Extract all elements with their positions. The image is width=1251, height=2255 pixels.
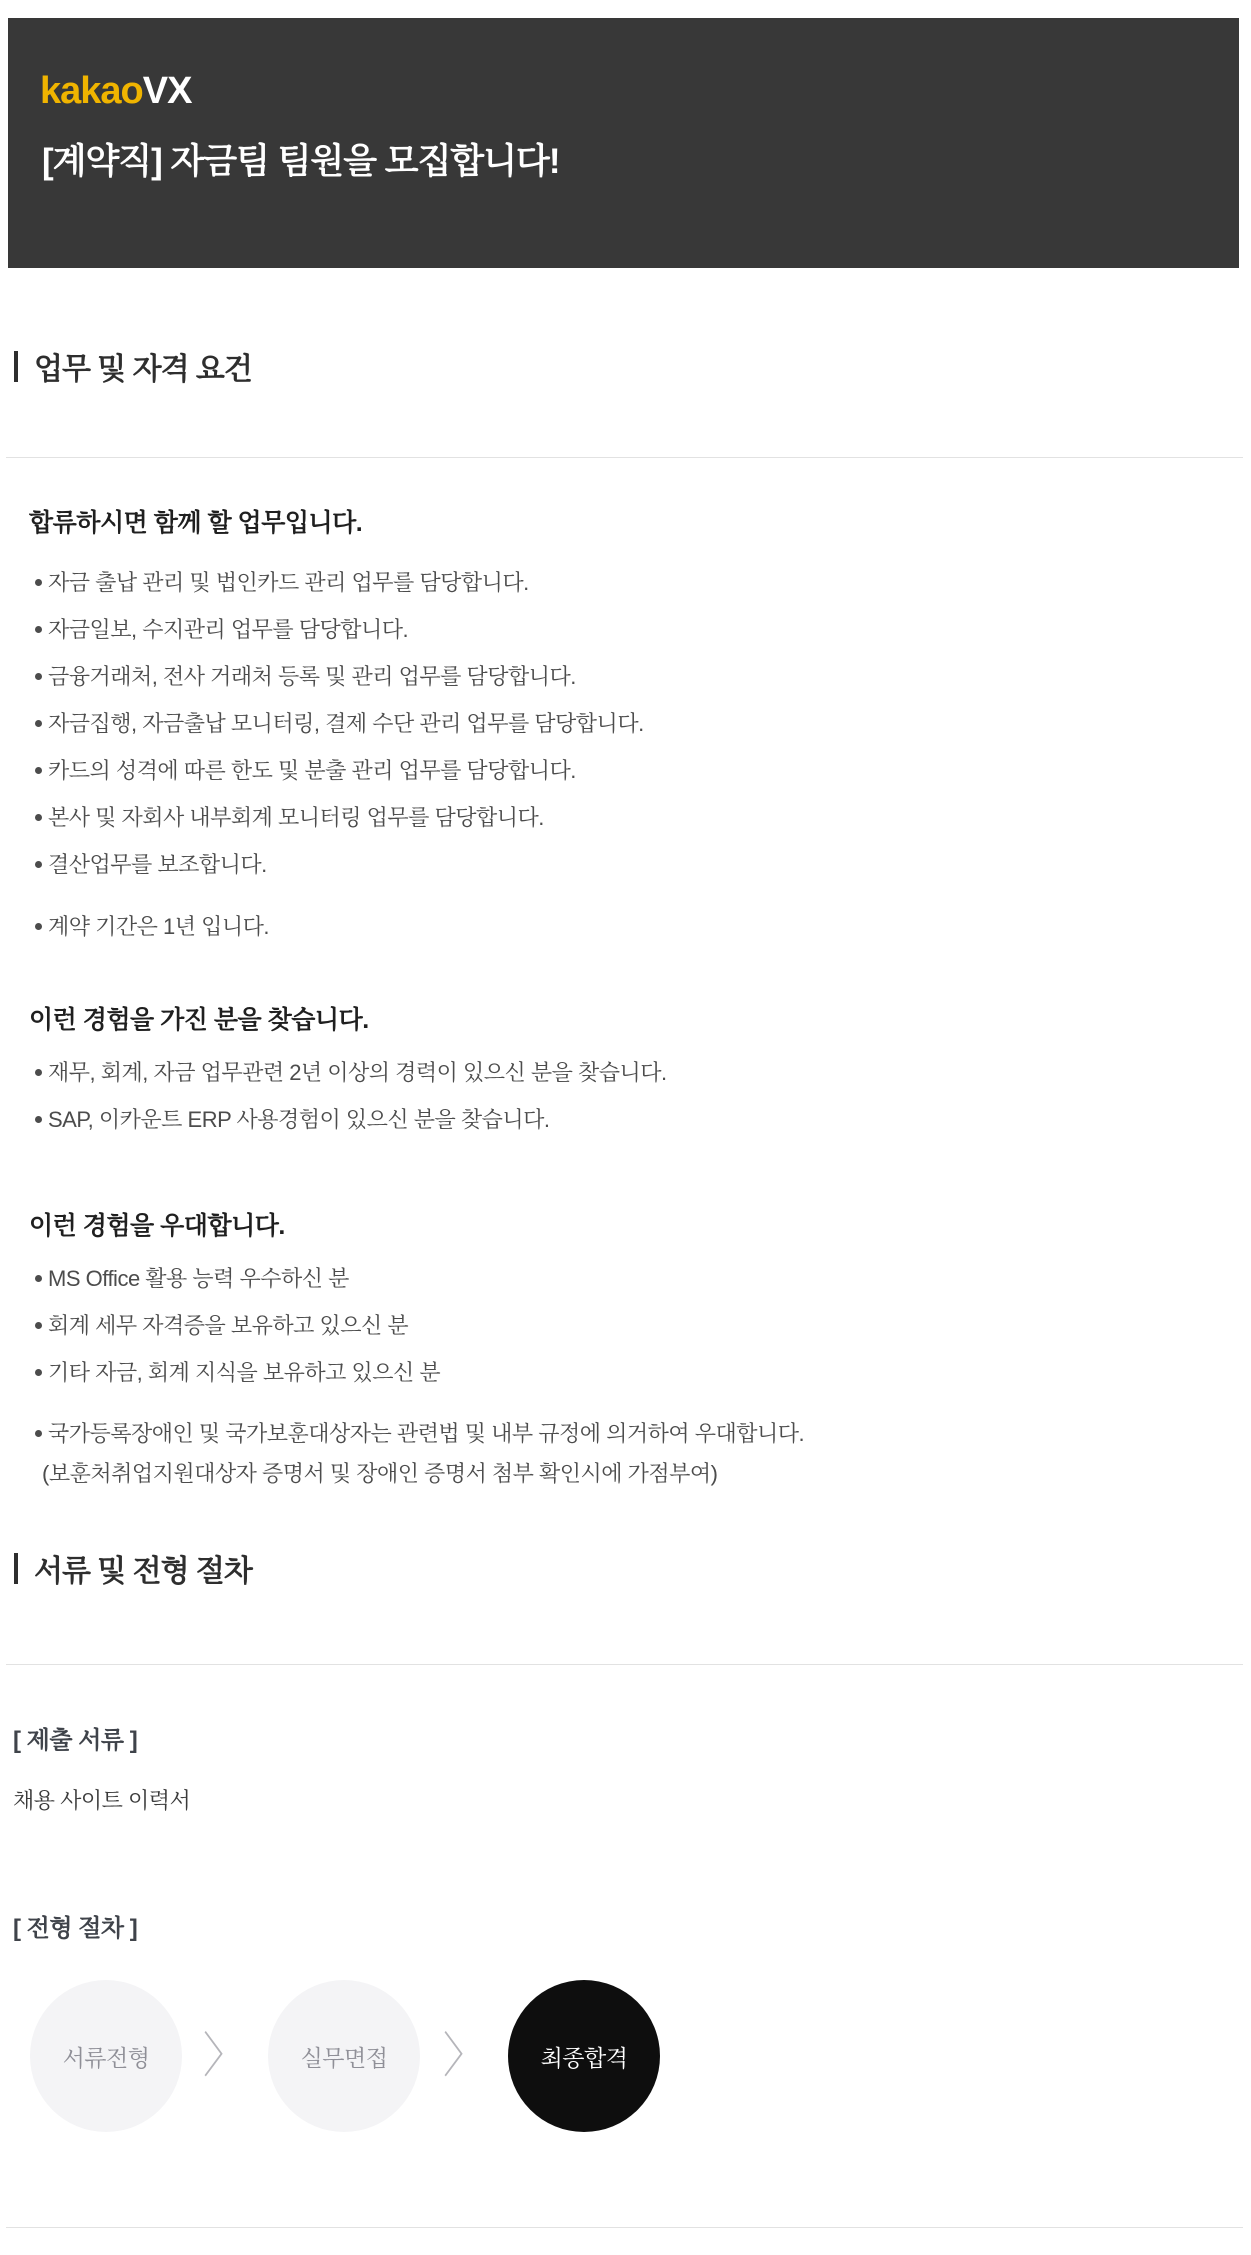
kakaovx-logo (40, 70, 191, 113)
subheading-preferred: 이런 경험을 우대합니다. (29, 1212, 285, 1240)
step-label: 서류전형 (62, 2044, 150, 2071)
procedure-label: [ 전형 절차 ] (13, 1915, 138, 1942)
preferred-list (35, 1266, 440, 1407)
section-heading-process (14, 1546, 252, 1590)
list-item: 카드의 성격에 따른 한도 및 분출 관리 업무를 담당합니다. (35, 758, 644, 783)
list-item (35, 1421, 804, 1486)
veteran-preference-list (35, 1421, 804, 1508)
preference-line-2: (보훈처취업지원대상자 증명서 및 장애인 증명서 첨부 확인시에 가점부여) (42, 1461, 718, 1486)
duties-list (35, 570, 644, 899)
list-item: MS Office 활용 능력 우수하신 분 (35, 1266, 440, 1291)
submit-documents-label: [ 제출 서류 ] (13, 1727, 138, 1754)
experience-list (35, 1060, 667, 1154)
list-item: 자금집행, 자금출납 모니터링, 결제 수단 관리 업무를 담당합니다. (35, 711, 644, 736)
subheading-duties: 합류하시면 함께 할 업무입니다. (29, 509, 363, 537)
step-label: 최종합격 (540, 2044, 628, 2071)
list-item: SAP, 이카운트 ERP 사용경험이 있으신 분을 찾습니다. (35, 1107, 667, 1132)
process-step-practical-interview (268, 1980, 420, 2132)
logo-kakao-text: kakao (40, 70, 143, 112)
heading-bar (14, 351, 18, 382)
chevron-right-icon: 〉 (203, 2028, 246, 2083)
list-item: 금융거래처, 전사 거래처 등록 및 관리 업무를 담당합니다. (35, 664, 644, 689)
process-step-document-screening (30, 1980, 182, 2132)
preference-line-1: 국가등록장애인 및 국가보훈대상자는 관련법 및 내부 규정에 의거하여 우대합니다. (48, 1421, 805, 1446)
posting-title: [계약직] 자금팀 팀원을 모집합니다! (42, 142, 560, 181)
submit-documents-value: 채용 사이트 이력서 (13, 1788, 191, 1813)
list-item: 자금 출납 관리 및 법인카드 관리 업무를 담당합니다. (35, 570, 644, 595)
list-item: 결산업무를 보조합니다. (35, 852, 644, 877)
list-item: 자금일보, 수지관리 업무를 담당합니다. (35, 617, 644, 642)
logo-vx-text: VX (142, 70, 192, 112)
list-item: 기타 자금, 회계 지식을 보유하고 있으신 분 (35, 1360, 440, 1385)
heading-bar (14, 1553, 18, 1584)
subheading-experience: 이런 경험을 가진 분을 찾습니다. (29, 1006, 369, 1034)
section-heading-text: 서류 및 전형 절차 (34, 1555, 252, 1588)
contract-term-list (35, 914, 269, 961)
divider (6, 457, 1243, 458)
list-item: 본사 및 자회사 내부회계 모니터링 업무를 담당합니다. (35, 805, 644, 830)
divider (6, 2227, 1243, 2228)
divider (6, 1664, 1243, 1665)
step-label: 실무면접 (300, 2044, 388, 2071)
process-step-final-pass (508, 1980, 660, 2132)
list-item: 계약 기간은 1년 입니다. (35, 914, 269, 939)
chevron-right-icon: 〉 (443, 2028, 486, 2083)
header-banner (8, 18, 1239, 268)
list-item: 재무, 회계, 자금 업무관련 2년 이상의 경력이 있으신 분을 찾습니다. (35, 1060, 667, 1085)
section-heading-text: 업무 및 자격 요건 (34, 353, 252, 386)
list-item: 회계 세무 자격증을 보유하고 있으신 분 (35, 1313, 440, 1338)
section-heading-requirements (14, 344, 252, 388)
